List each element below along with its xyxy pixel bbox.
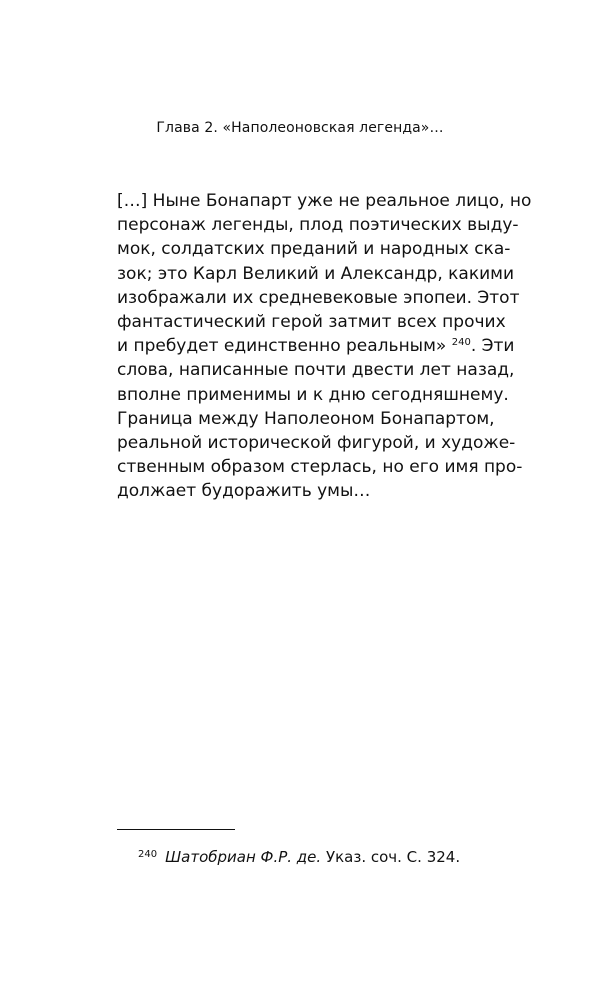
main-paragraph [117,189,532,504]
paragraph-line: зок; это Карл Великий и Александр, какими [117,263,515,284]
footnote [138,848,460,866]
footnote-separator [117,829,235,830]
paragraph-line: […] Ныне Бонапарт уже не реальное лицо, но [117,191,532,211]
paragraph-line-tail: . Эти [470,336,515,357]
paragraph-line: должает будоражить умы… [117,481,371,502]
paragraph-line: изображали их средневековые эпопеи. Этот [117,287,520,308]
paragraph-line: фантастический герой затмит всех прочих [117,312,506,333]
paragraph-line-text: и пребудет единственно реальным» [117,336,447,357]
footnote-citation: Указ. соч. С. 324. [325,848,461,866]
footnote-author: Шатобриан Ф.Р. де. [165,848,322,866]
paragraph-line: мок, солдатских преданий и народных ска- [117,239,511,260]
running-header: Глава 2. «Наполеоновская легенда»… [156,120,444,136]
paragraph-line: вполне применимы и к дню сегодняшнему. [117,384,509,405]
paragraph-line: персонаж легенды, плод поэтических выду- [117,215,519,236]
paragraph-line: ственным образом стерлась, но его имя про- [117,457,523,478]
paragraph-line: Граница между Наполеоном Бонапартом, [117,408,495,429]
footnote-number: 240 [138,849,158,860]
paragraph-line-with-ref [117,334,515,358]
paragraph-line: слова, написанные почти двести лет назад, [117,360,515,381]
paragraph-line: реальной исторической фигурой, и художе- [117,433,516,454]
footnote-reference: 240 [451,337,471,349]
